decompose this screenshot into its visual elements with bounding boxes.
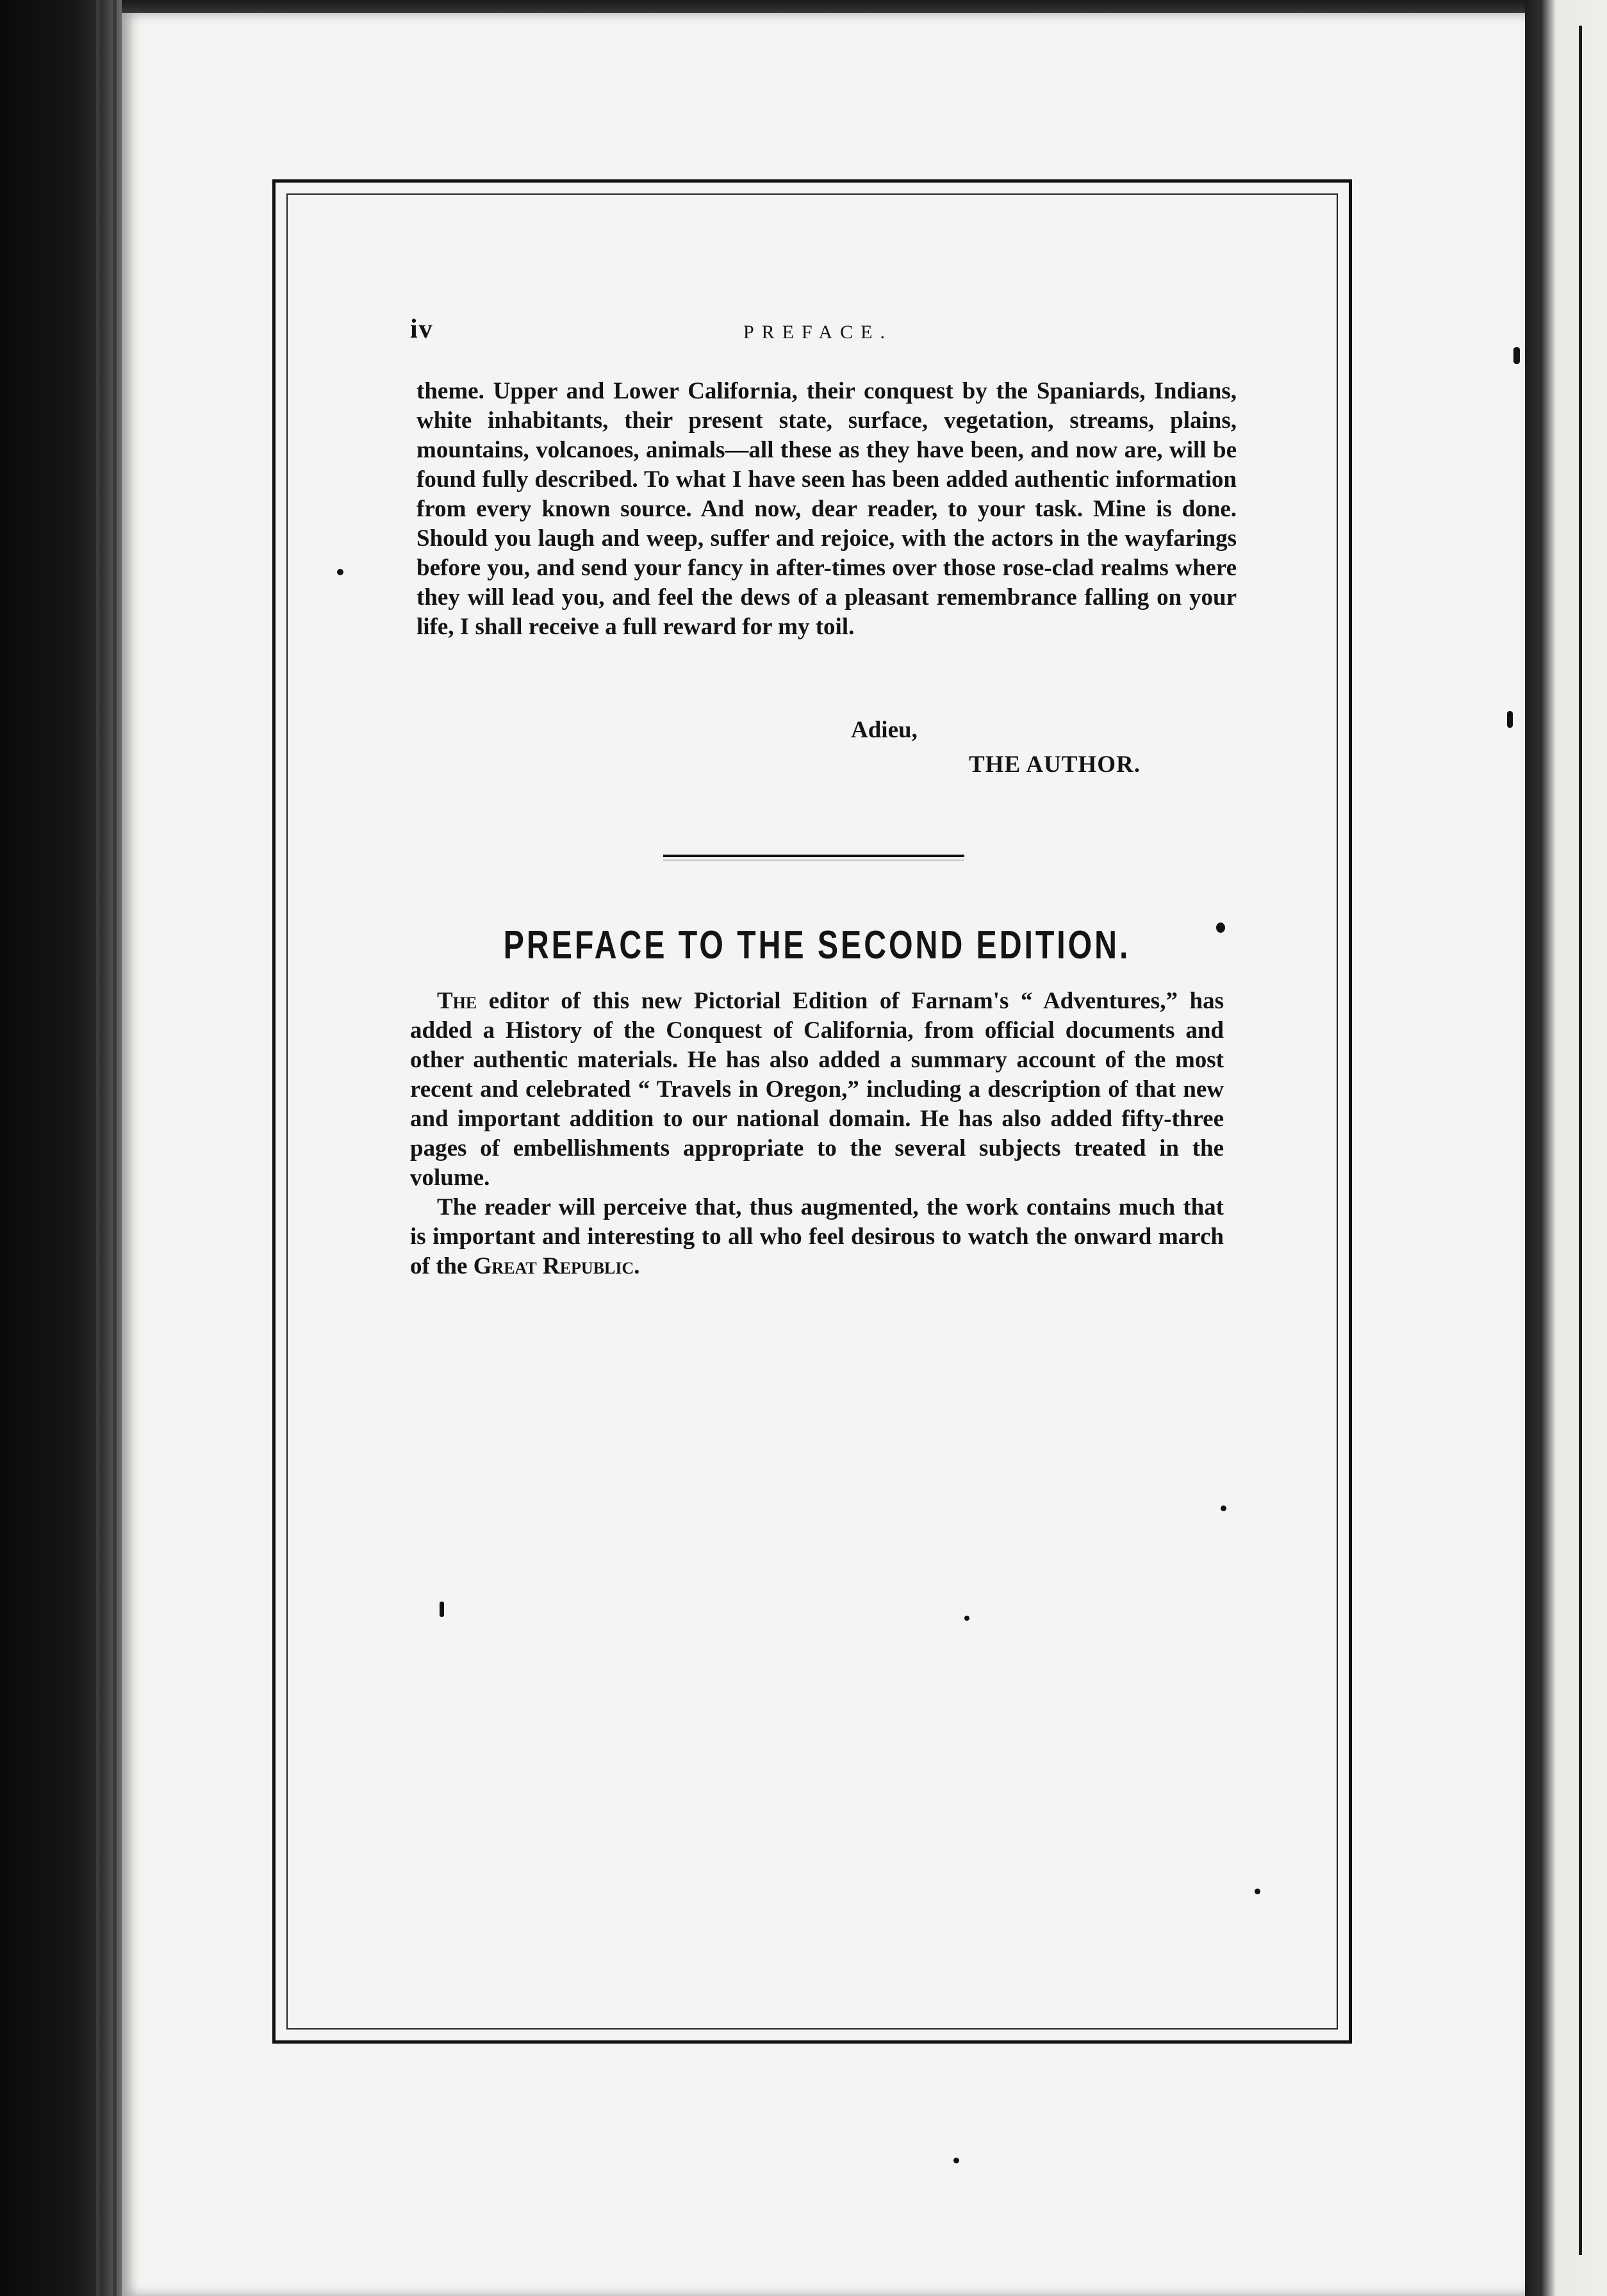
preface-closing: Adieu, [851,717,918,743]
paragraph-text: The reader will perceive that, thus augmented, the work contains much that is important and interesting to all who feel desirous to watch the onward march of the [410,1194,1224,1279]
print-speck [440,1602,444,1617]
scanner-edge-left [0,0,122,2296]
lead-word: The [437,988,477,1014]
adjacent-page-edge [1525,0,1607,2296]
print-speck [1216,922,1225,933]
page-number: iv [410,315,434,344]
preface-signature: THE AUTHOR. [969,751,1141,778]
small-caps-phrase: Great Republic [473,1253,634,1279]
print-speck [964,1616,969,1621]
preface-text: theme. Upper and Lower California, their conquest by the Spaniards, Indians, white inhabitants, their present state, surface, vegetation, streams, plains, mountains, volcanoes, animals—all these as they have been, and now are, will be found fully described. To what I have seen has been added authentic information from every known source. And now, dear reader, to your task. Mine is done. Should you laugh and weep, suffer and rejoice, with the actors in the wayfarings before you, and send your fancy in after-times over those rose-clad realms where they will lead you, and feel the dews of a pleasant remembrance falling on your life, I shall receive a full reward for my toil. [416,378,1237,640]
print-speck [1513,347,1520,364]
second-edition-heading: PREFACE TO THE SECOND EDITION. [503,923,1131,967]
print-speck [1221,1505,1226,1511]
paragraph-end: . [634,1253,640,1279]
second-edition-paragraph-1 [410,987,1224,1193]
print-speck [337,569,343,575]
adjacent-page-rule [1579,26,1582,2255]
print-speck [1255,1889,1260,1894]
section-divider [663,855,964,857]
paragraph-text: editor of this new Pictorial Edition of Farnam's “ Adventures,” has added a History of the Conquest of California, from official documents and other authentic materials. He has also added a summary account of the most recent and celebrated “ Travels in Oregon,” including a description of that new and important addition to our national domain. He has also added fifty-three pages of embellishments appropriate to the several subjects treated in the volume. [410,988,1224,1191]
page-edge-line [96,0,100,2296]
second-edition-body [410,987,1224,1281]
preface-paragraph [416,377,1237,642]
running-title: PREFACE. [743,322,893,343]
running-head [410,314,1474,352]
second-edition-paragraph-2 [410,1193,1224,1281]
page-edge-line [113,0,117,2296]
print-speck [953,2158,959,2163]
print-speck [1507,711,1513,728]
